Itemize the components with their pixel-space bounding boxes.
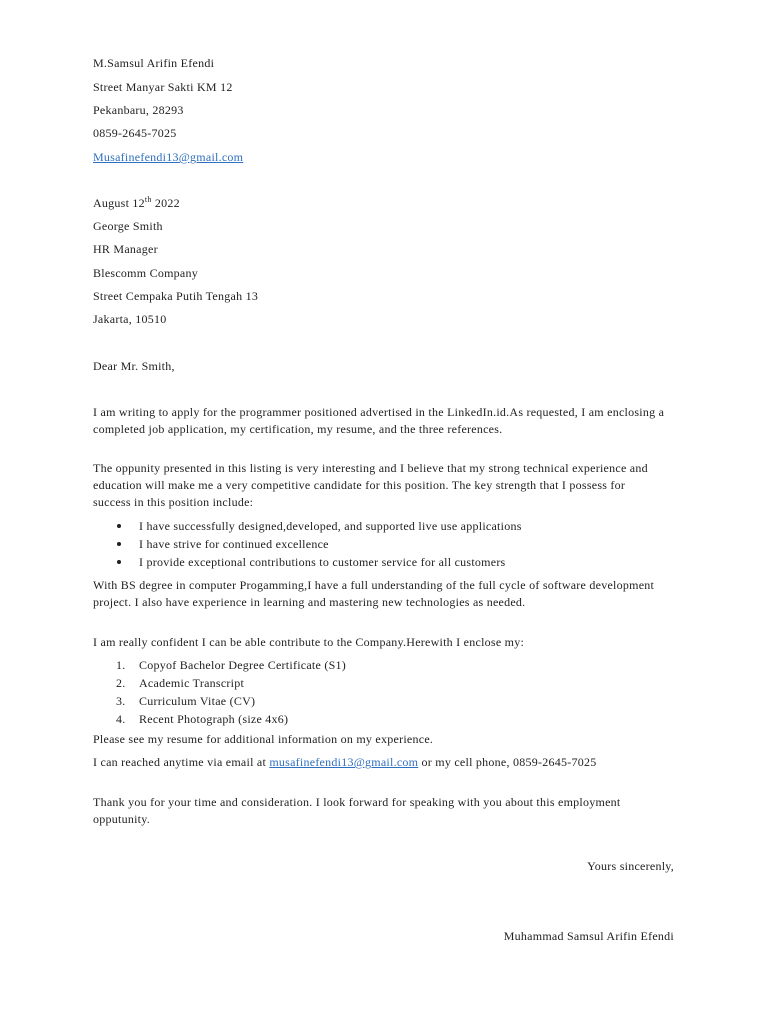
bullet-icon xyxy=(117,542,121,546)
sender-name: M.Samsul Arifin Efendi xyxy=(93,56,215,70)
letter-date xyxy=(93,195,180,211)
strengths-list xyxy=(93,518,693,572)
bullet-icon xyxy=(117,560,121,564)
salutation: Dear Mr. Smith, xyxy=(93,359,175,373)
list-item-text: I have successfully designed,developed, and supported live use applications xyxy=(139,519,522,533)
list-item xyxy=(93,657,693,675)
body-paragraph-2: The oppunity presented in this listing is very interesting and I believe that my strong technical experience and education will make me a very competitive candidate for this position. The key strength that I possess for success in this position include: xyxy=(93,461,648,509)
list-item xyxy=(93,711,693,729)
recipient-city: Jakarta, 10510 xyxy=(93,312,167,326)
bullet-icon xyxy=(117,524,121,528)
recipient-street: Street Cempaka Putih Tengah 13 xyxy=(93,289,259,303)
list-item-text: I provide exceptional contributions to customer service for all customers xyxy=(139,555,506,569)
enclosures-list xyxy=(93,657,693,729)
list-item xyxy=(93,675,693,693)
list-item xyxy=(93,554,693,572)
signature-name: Muhammad Samsul Arifin Efendi xyxy=(503,929,674,943)
contact-phone-text: or my cell phone, 0859-2645-7025 xyxy=(418,755,597,769)
date-month-day: August 12 xyxy=(93,196,145,210)
body-paragraph-1: I am writing to apply for the programmer positioned advertised in the LinkedIn.id.As requested, I am enclosing a completed job application, my certification, my resume, and the three references. xyxy=(93,405,665,436)
closing: Yours sincerenly, xyxy=(587,859,674,873)
list-item xyxy=(93,536,693,554)
contact-text: I can reached anytime via email at xyxy=(93,755,270,769)
recipient-name: George Smith xyxy=(93,219,163,233)
list-number: 1. xyxy=(116,658,126,672)
list-number: 3. xyxy=(116,694,126,708)
contact-email-link[interactable]: musafinefendi13@gmail.com xyxy=(269,755,419,769)
body-paragraph-5: Please see my resume for additional information on my experience. xyxy=(93,732,434,746)
sender-email-link[interactable]: Musafinefendi13@gmail.com xyxy=(93,150,244,164)
list-item-text: Recent Photograph (size 4x6) xyxy=(139,712,289,726)
list-number: 4. xyxy=(116,712,126,726)
recipient-title: HR Manager xyxy=(93,242,158,256)
list-item-text: Curriculum Vitae (CV) xyxy=(139,694,256,708)
list-item-text: I have strive for continued excellence xyxy=(139,537,329,551)
list-number: 2. xyxy=(116,676,126,690)
list-item xyxy=(93,693,693,711)
body-paragraph-3: With BS degree in computer Progamming,I have a full understanding of the full cycle of software development project. I also have experience in learning and mastering new technologies as needed. xyxy=(93,578,655,609)
sender-street: Street Manyar Sakti KM 12 xyxy=(93,80,233,94)
date-year: 2022 xyxy=(151,196,180,210)
body-paragraph-4: I am really confident I can be able contribute to the Company.Herewith I enclose my: xyxy=(93,635,525,649)
list-item xyxy=(93,518,693,536)
body-paragraph-7: Thank you for your time and consideration. I look forward for speaking with you about this employment opputunity. xyxy=(93,795,621,826)
list-item-text: Academic Transcript xyxy=(139,676,245,690)
body-paragraph-6 xyxy=(93,754,653,771)
recipient-company: Blescomm Company xyxy=(93,266,198,280)
date-suffix: th xyxy=(144,195,152,204)
list-item-text: Copyof Bachelor Degree Certificate (S1) xyxy=(139,658,347,672)
sender-phone: 0859-2645-7025 xyxy=(93,126,177,140)
sender-city: Pekanbaru, 28293 xyxy=(93,103,184,117)
